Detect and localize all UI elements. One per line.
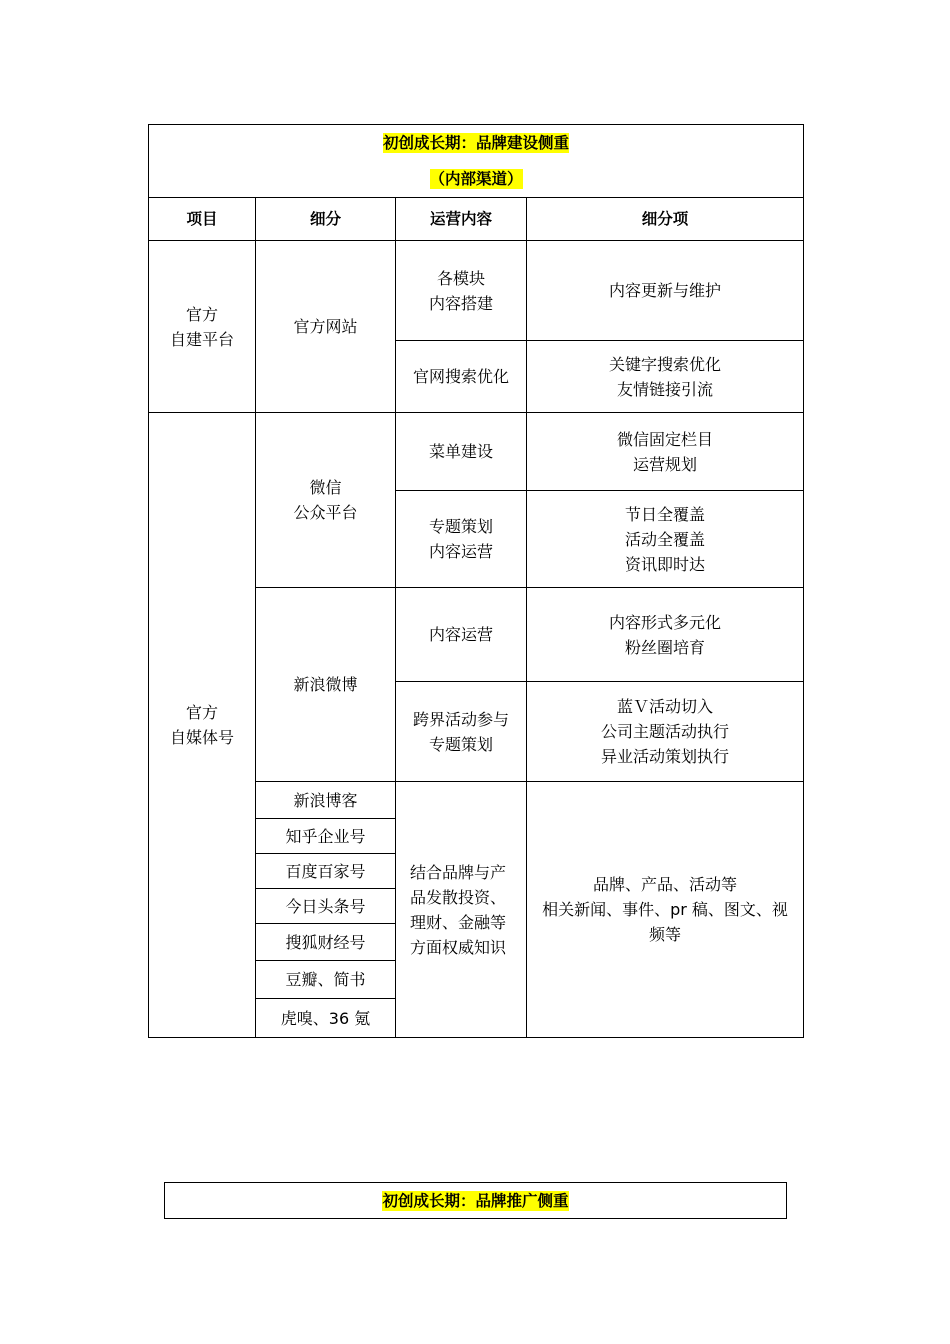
content-cell: 内容运营 — [396, 588, 527, 682]
sub-cell: 官方网站 — [256, 241, 396, 413]
content-cell: 各模块 内容搭建 — [396, 241, 527, 341]
details-cell: 节日全覆盖 活动全覆盖 资讯即时达 — [527, 491, 804, 588]
content-cell: 官网搜索优化 — [396, 341, 527, 413]
header-sub: 细分 — [256, 198, 396, 241]
sub-cell: 百度百家号 — [256, 854, 396, 889]
table-subtitle: （内部渠道） — [429, 170, 523, 188]
sub-cell: 新浪微博 — [256, 588, 396, 782]
content-cell: 菜单建设 — [396, 413, 527, 491]
sub-cell: 搜狐财经号 — [256, 924, 396, 961]
header-item: 项目 — [149, 198, 256, 241]
header-details: 细分项 — [527, 198, 804, 241]
header-content: 运营内容 — [396, 198, 527, 241]
details-cell: 蓝Ｖ活动切入 公司主题活动执行 异业活动策划执行 — [527, 682, 804, 782]
details-cell: 品牌、产品、活动等 相关新闻、事件、pr 稿、图文、视 频等 — [527, 782, 804, 1038]
table-title-cell — [149, 125, 804, 198]
brand-building-table — [148, 124, 804, 1038]
brand-promotion-table — [164, 1182, 787, 1219]
table-title: 初创成长期：品牌建设侧重 — [383, 134, 570, 152]
sub-cell: 今日头条号 — [256, 889, 396, 924]
item-cell: 官方 自媒体号 — [149, 413, 256, 1038]
details-cell: 关键字搜索优化 友情链接引流 — [527, 341, 804, 413]
content-cell: 专题策划 内容运营 — [396, 491, 527, 588]
item-cell: 官方 自建平台 — [149, 241, 256, 413]
sub-cell: 虎嗅、36 氪 — [256, 999, 396, 1038]
details-cell: 微信固定栏目 运营规划 — [527, 413, 804, 491]
content-cell: 跨界活动参与 专题策划 — [396, 682, 527, 782]
table-title-cell — [165, 1183, 787, 1219]
details-cell: 内容形式多元化 粉丝圈培育 — [527, 588, 804, 682]
sub-cell: 知乎企业号 — [256, 819, 396, 854]
sub-cell: 新浪博客 — [256, 782, 396, 819]
table-title: 初创成长期：品牌推广侧重 — [382, 1191, 569, 1210]
details-cell: 内容更新与维护 — [527, 241, 804, 341]
content-cell: 结合品牌与产 品发散投资、 理财、金融等 方面权威知识 — [396, 782, 527, 1038]
sub-cell: 微信 公众平台 — [256, 413, 396, 588]
sub-cell: 豆瓣、简书 — [256, 961, 396, 999]
